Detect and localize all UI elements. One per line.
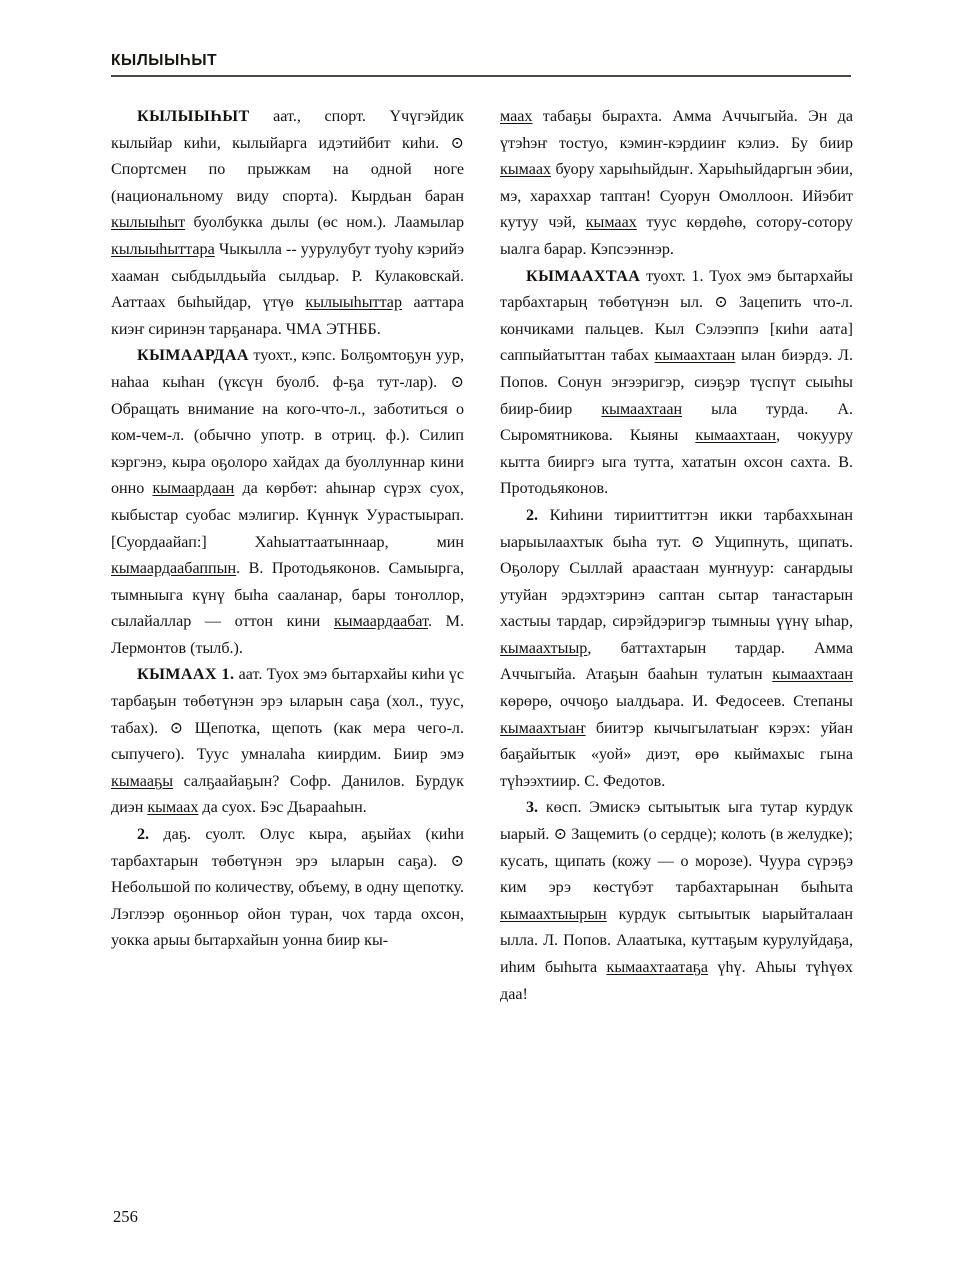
sense-body: Киһини тирииттиттэн икки тарбаххынан ыарыылаахтык быһа тут. ⊙ Ущипнуть, щипать. Оҕолору Сыллай араастаан муҥнуур: саҥардыы утуйан эрдэхтэринэ саптан сытар таҥастарын хастыы тардар, сирэйдэригэр тымныы үүнү ыһар, кымаахтыыр, баттахтарын тардар. Амма Аччыгыйа. Атаҕын баaһын тулатын кымаахтаан көрөрө, оччоҕо ыалдьара. И. Федосеев. Степаны кымаахтыаҥ биитэр кычыгылатыаҥ кэрэх: уйан баҕайытык «уой» диэт, өрө кыймахыс гына түһээхтиир. С. Федотов. [500, 506, 853, 790]
dictionary-sense [111, 822, 464, 955]
running-head: КЫЛЫЫҺЫТ [111, 52, 218, 69]
dictionary-entry [111, 343, 464, 662]
dictionary-sense [500, 795, 853, 1008]
entry-body: туохт. 1. Туох эмэ бытархайы тарбахтарың төбөтүнэн ыл. ⊙ Зацепить что-л. кончиками пальцев. Кыл Сэлээппэ [киһи аата] саппыйатыттан табах кымаахтаан ылан биэрдэ. Л. Попов. Сонун эҥээригэр, сиэҕэр түспүт сыыһы биир-биир кымаахтаан ыла турда. А. Сыромятникова. Кыяны кымаахтаан, чокууру кытта бииргэ ыга тутта, хататын охсон сахта. В. Протодьяконов. [500, 267, 853, 498]
headword: КЫМААХТАА [526, 267, 641, 285]
running-head-block [111, 52, 851, 77]
entry-body: маах табаҕы бырахта. Амма Аччыгыйа. Эн да үтэһэҥ тостуо, кэмиҥ-кэрдииҥ кэлиэ. Бу биир кымаах буору харыһыйдыҥ. Харыһыйдаргын эбии, мэ, хараххар таптан! Суорун Омоллоон. Ийэбит кутуу чэй, кымаах туус көрдөһө, сотору-сотору ыалга барар. Кэпсээннэр. [500, 108, 853, 258]
column-left [111, 104, 464, 1008]
sense-number: 2. [526, 506, 539, 524]
entry-body: аат., спорт. Үчүгэйдик кылыйар киһи, кылыйарга идэтийбит киһи. ⊙ Спортсмен по прыжкам на одной ноге (национальному виду спорта). Кырдьан баран кылыыһыт буолбукка дылы (өс ном.). Лаамылар кылыыһыттара Чыкылла -- уурулубут туоһу кэрийэ хааман сыбдылдьыйа сылдьар. Р. Кулаковскай. Ааттаах быһыйдар, үтүө кылыыһыттар ааттара киэҥ сиринэн тарҕанара. ЧМА ЭТНББ. [111, 108, 464, 338]
running-head-rule [111, 75, 851, 77]
column-right [500, 104, 853, 1008]
sense-body: даҕ. суолт. Олус кыра, аҕыйах (киһи тарбахтарын төбөтүнэн эрэ ыларын саҕа). ⊙ Небольшой по количеству, объему, в одну щепотку. Лэглээр оҕонньор ойон туран, чох тарда охсон, уокка арыы бытархайын уонна биир кы- [111, 826, 464, 950]
dictionary-entry [111, 662, 464, 822]
sense-number: 3. [526, 799, 539, 817]
entry-body: туохт., кэпс. Болҕомтоҕун уур, наһаа кыһан (үксүн буолб. ф-ҕа тут-лар). ⊙ Обращать внимание на кого-что-л., заботиться о ком-чем-л. (обычно употр. в отриц. ф.). Силип кэргэнэ, кыра оҕолоро хайдах да буоллуннар кини онно кымаардаан да көрбөт: аһынар сүрэх суох, кыбыстар суобас мэлигир. Күннүк Уурастыырап. [Суордаайап:] Хаһыаттаатыннаар, мин кымаардаабаппын. В. Протодьяконов. Самыырга, тымныыга күнү быһа сааланар, бары тоҥоллор, сылайаллар — оттон кини кымаардаабат. М. Лермонтов (тылб.). [111, 347, 464, 657]
headword: КЫМААХ 1. [137, 666, 235, 684]
headword: КЫМААРДАА [137, 347, 249, 365]
dictionary-entry [500, 264, 853, 503]
dictionary-entry-continuation [500, 104, 853, 264]
headword: КЫЛЫЫҺЫТ [137, 108, 250, 125]
sense-number: 2. [137, 826, 150, 844]
sense-body: көсп. Эмискэ сытыытык ыга тутар курдук ыарый. ⊙ Защемить (о сердце); колоть (в желудке); кусать, щипать (кожу — о морозе). Чуура сүрэҕэ ким эрэ көстүбэт тарбахтарынан быһыта кымаахтыырын курдук сытыытык ыарыйталаан ылла. Л. Попов. Алаатыка, куттаҕым курулуйдаҕа, иһим быһыта кымаахтаатаҕа үһү. Аһыы түһүөх даа! [500, 799, 854, 1003]
body-columns [111, 104, 853, 1008]
dictionary-entry [111, 104, 464, 343]
page-number: 256 [113, 1207, 138, 1226]
dictionary-sense [500, 503, 853, 796]
entry-body: аат. Туох эмэ бытархайы киһи үс тарбаҕын төбөтүнэн эрэ ыларын саҕа (хол., туус, табах). ⊙ Щепотка, щепоть (как мера чего-л. сыпучего). Туус умналаһа киирдим. Биир эмэ кымааҕы салҕаайаҕын? Софр. Данилов. Бурдук диэн кымаах да суох. Бэс Дьарааһын. [111, 666, 464, 817]
